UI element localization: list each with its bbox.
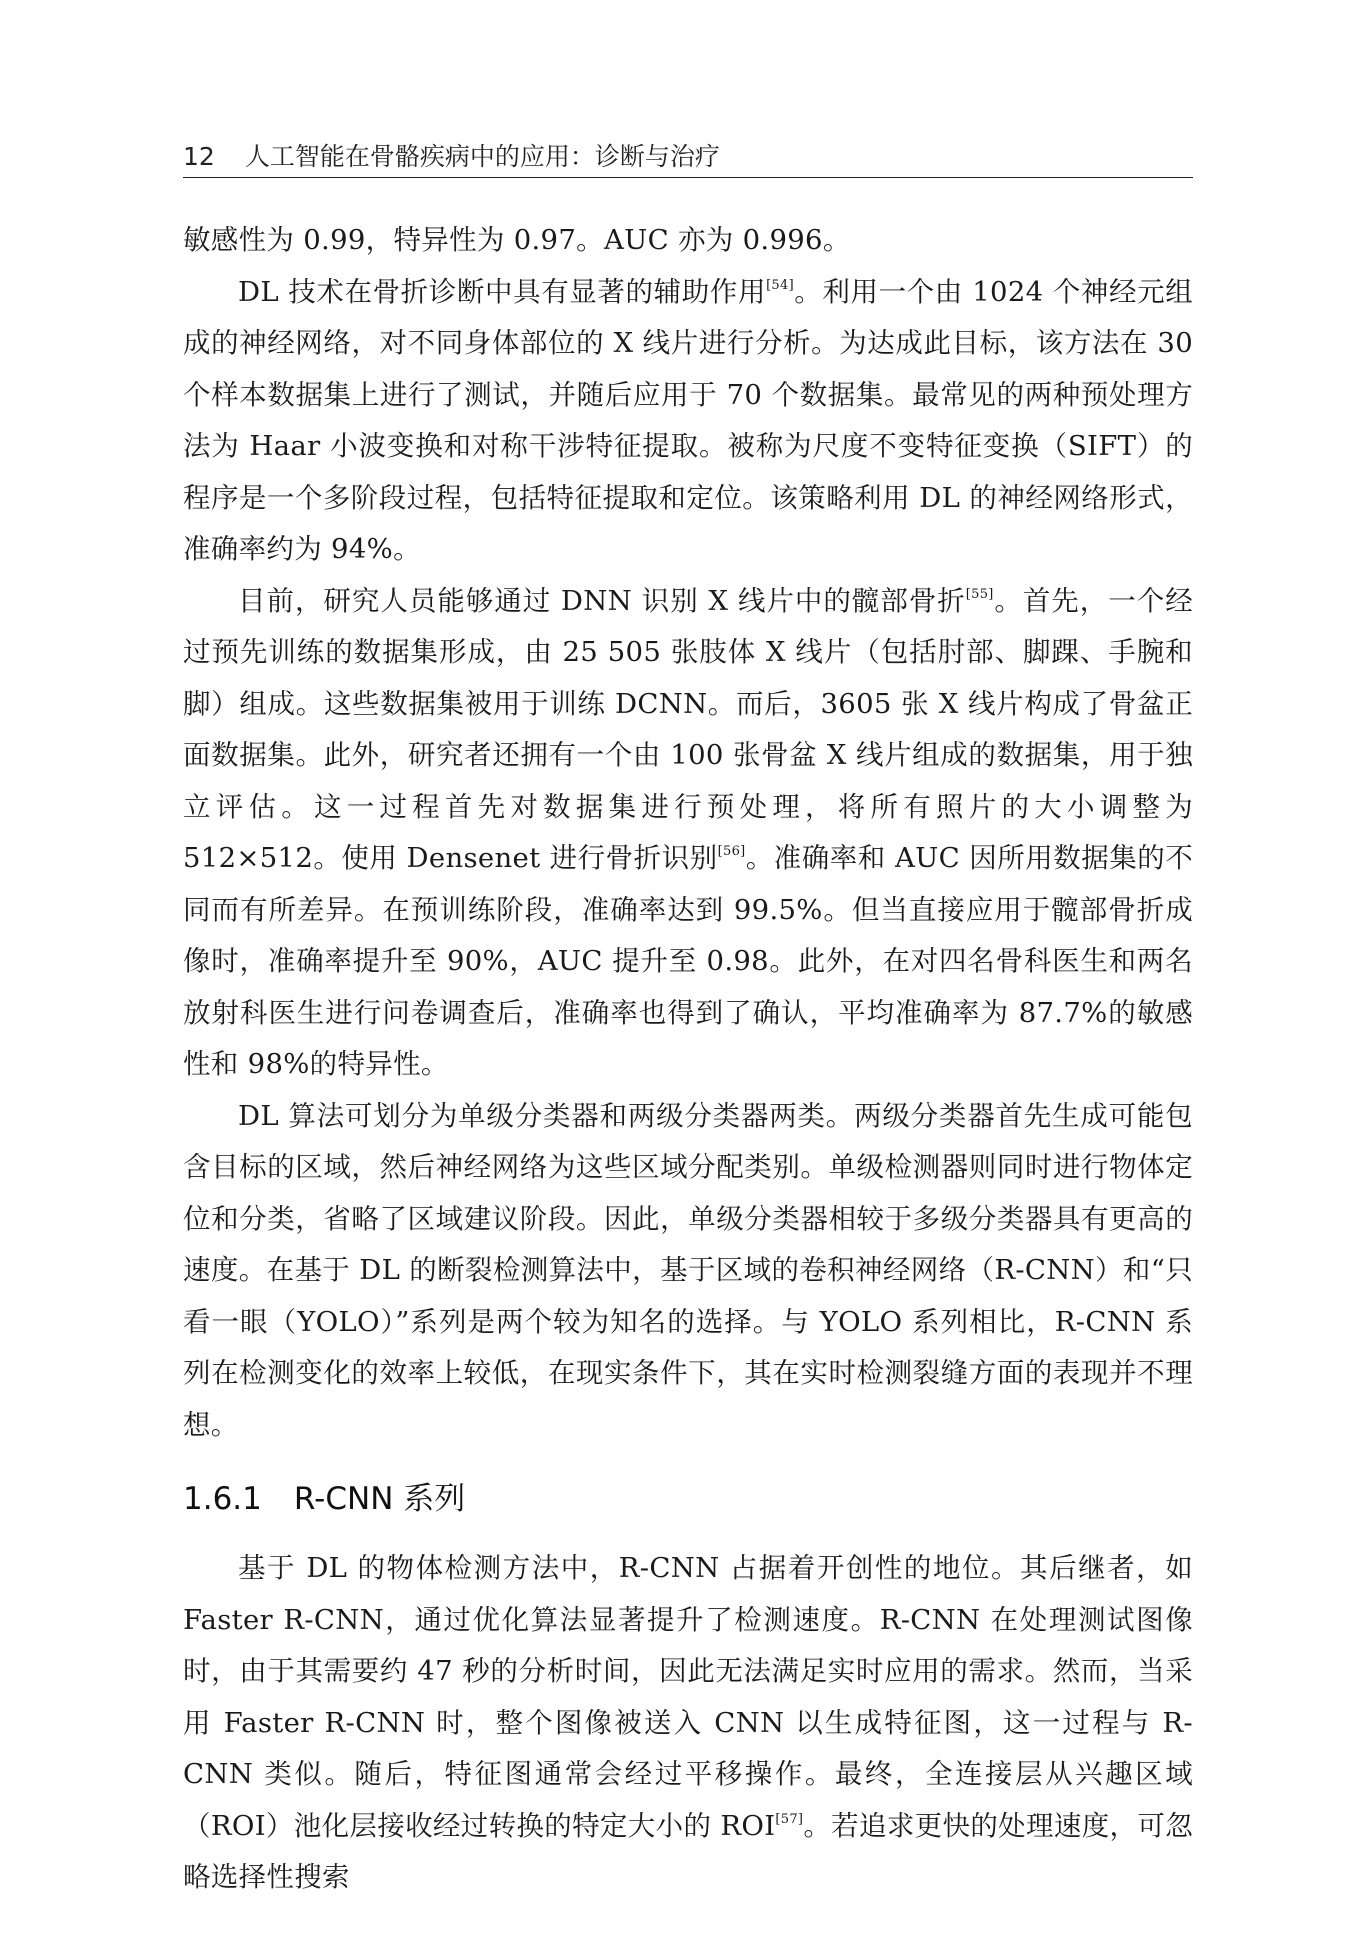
header-rule [183,177,1193,178]
citation-55: [55] [965,586,994,602]
running-header [183,137,1193,173]
paragraph-rcnn: 基于 DL 的物体检测方法中，R-CNN 占据着开创性的地位。其后继者，如 Faster R-CNN，通过优化算法显著提升了检测速度。R-CNN 在处理测试图像时，由于其需要约 47 秒的分析时间，因此无法满足实时应用的需求。然而，当采用 Faster R-CNN 时，整个图像被送入 CNN 以生成特征图，这一过程与 R-CNN 类似。随后，特征图通常会经过平移操作。最终，全连接层从兴趣区域（ROI）池化层接收经过转换的特定大小的 ROI[57]。若追求更快的处理速度，可忽略选择性搜索 [183,1552,1194,1893]
section-title: R-CNN 系列 [293,1481,466,1517]
paragraph-dl-fracture: DL 技术在骨折诊断中具有显著的辅助作用[54]。利用一个由 1024 个神经元组成的神经网络，对不同身体部位的 X 线片进行分析。为达成此目标，该方法在 30 个样本数据集上进行了测试，并随后应用于 70 个数据集。最常见的两种预处理方法为 Haar 小波变换和对称干涉特征提取。被称为尺度不变特征变换（SIFT）的程序是一个多阶段过程，包括特征提取和定位。该策略利用 DL 的神经网络形式，准确率约为 94%。 [183,275,1193,565]
page-body [183,215,1193,1904]
citation-56: [56] [717,844,746,859]
running-title: 人工智能在骨骼疾病中的应用：诊断与治疗 [244,142,720,171]
citation-54: [54] [766,277,794,293]
paragraph-continued: 敏感性为 0.99，特异性为 0.97。AUC 亦为 0.996。 [183,224,851,256]
paragraph-dnn-hip: 目前，研究人员能够通过 DNN 识别 X 线片中的髋部骨折[55]。首先，一个经过预先训练的数据集形成，由 25 505 张肢体 X 线片（包括肘部、脚踝、手腕和脚）组成。这些数据集被用于训练 DCNN。而后，3605 张 X 线片构成了骨盆正面数据集。此外，研究者还拥有一个由 100 张骨盆 X 线片组成的数据集，用于独立评估。这一过程首先对数据集进行预处理，将所有照片的大小调整为 512×512。使用 Densenet 进行骨折识别[56]。准确率和 AUC 因所用数据集的不同而有所差异。在预训练阶段，准确率达到 99.5%。但当直接应用于髋部骨折成像时，准确率提升至 90%，AUC 提升至 0.98。此外，在对四名骨科医生和两名放射科医生进行问卷调查后，准确率也得到了确认，平均准确率为 87.7%的敏感性和 98%的特异性。 [183,584,1193,1080]
section-heading [183,1477,1193,1521]
paragraph-classifiers: DL 算法可划分为单级分类器和两级分类器两类。两级分类器首先生成可能包含目标的区域，然后神经网络为这些区域分配类别。单级检测器则同时进行物体定位和分类，省略了区域建议阶段。因此，单级分类器相较于多级分类器具有更高的速度。在基于 DL 的断裂检测算法中，基于区域的卷积神经网络（R-CNN）和“只看一眼（YOLO）”系列是两个较为知名的选择。与 YOLO 系列相比，R-CNN 系列在检测变化的效率上较低，在现实条件下，其在实时检测裂缝方面的表现并不理想。 [183,1099,1193,1441]
page-number: 12 [183,142,215,171]
citation-57: [57] [775,1811,804,1827]
section-number: 1.6.1 [183,1481,262,1517]
